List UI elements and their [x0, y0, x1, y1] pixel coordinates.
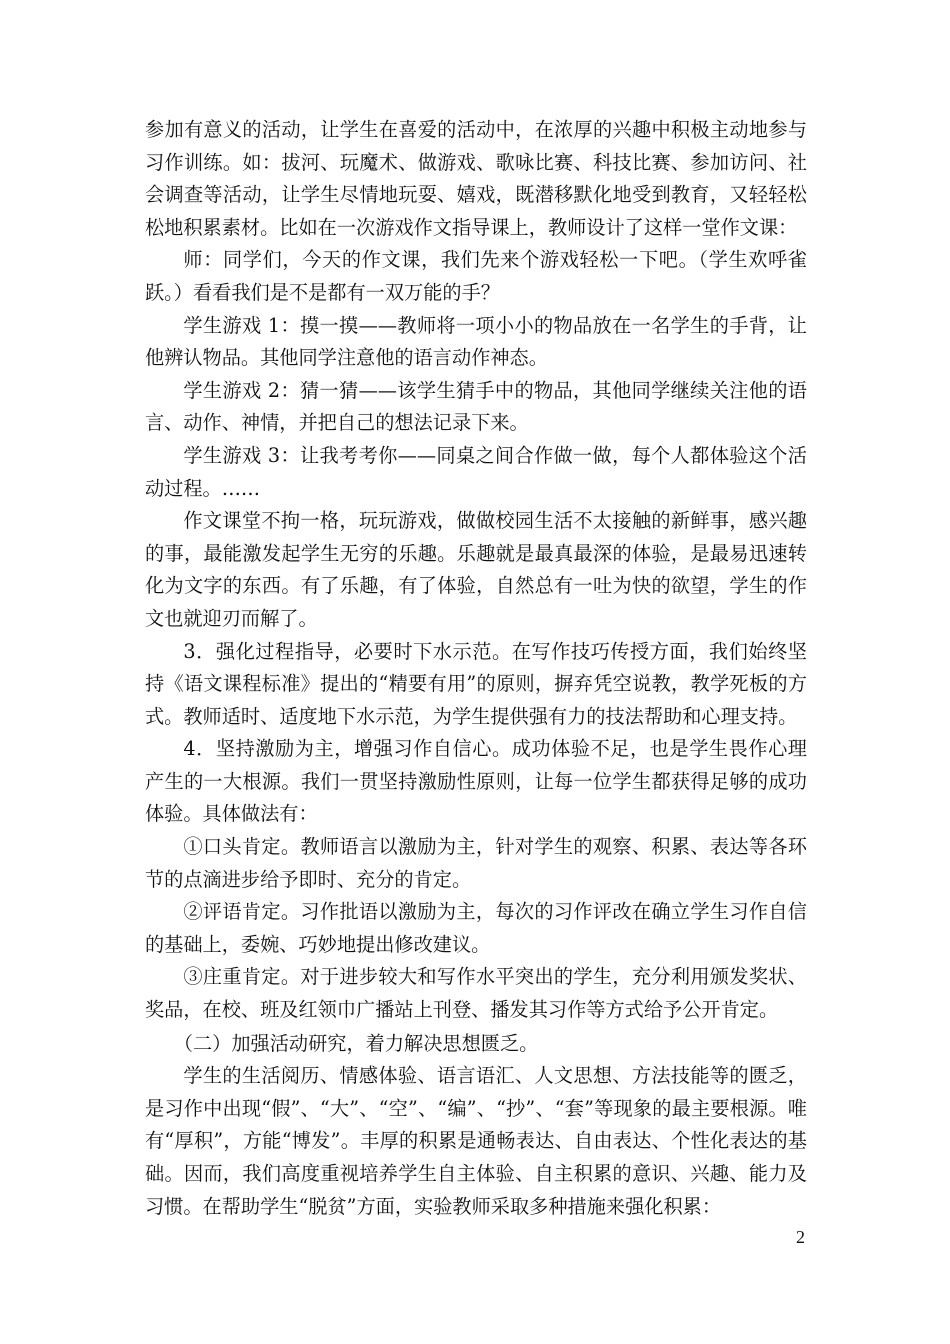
paragraph-continuation: 参加有意义的活动，让学生在喜爱的活动中，在浓厚的兴趣中积极主动地参与习作训练。如：拔河、玩魔术、做游戏、歌咏比赛、科技比赛、参加访问、社会调查等活动，让学生尽情地玩耍、嬉戏，既潜移默化地受到教育，又轻轻松松地积累素材。比如在一次游戏作文指导课上，教师设计了这样一堂作文课： [145, 118, 807, 239]
paragraph-item-4: 4．坚持激励为主，增强习作自信心。成功体验不足，也是学生畏作心理产生的一大根源。我们一贯坚持激励性原则，让每一位学生都获得足够的成功体验。具体做法有： [145, 737, 807, 826]
paragraph-composition-class: 作文课堂不拘一格，玩玩游戏，做做校园生活不太接触的新鲜事，感兴趣的事，最能激发起学生无穷的乐趣。乐趣就是最真最深的体验，是最易迅速转化为文字的东西。有了乐趣，有了体验，自然总有一吐为快的欲望，学生的作文也就迎刃而解了。 [145, 509, 807, 630]
paragraph-game-2: 学生游戏 2：猜一猜——该学生猜手中的物品，其他同学继续关注他的语言、动作、神情，并把自己的想法记录下来。 [145, 378, 807, 435]
paragraph-teacher-dialogue: 师：同学们，今天的作文课，我们先来个游戏轻松一下吧。（学生欢呼雀跃。）看看我们是不是都有一双万能的手？ [145, 248, 807, 304]
paragraph-game-3: 学生游戏 3：让我考考你——同桌之间合作做一做，每个人都体验这个活动过程。…… [145, 443, 807, 500]
page-number: 2 [796, 1227, 805, 1247]
document-body [145, 114, 807, 1223]
paragraph-game-1: 学生游戏 1：摸一摸——教师将一项小小的物品放在一名学生的手背，让他辨认物品。其他同学注意他的语言动作神态。 [145, 313, 807, 370]
paragraph-comment-praise: ②评语肯定。习作批语以激励为主，每次的习作评改在确立学生习作自信的基础上，委婉、巧妙地提出修改建议。 [145, 900, 807, 956]
paragraph-accumulation: 学生的生活阅历、情感体验、语言语汇、人文思想、方法技能等的匮乏，是习作中出现“假”、“大”、“空”、“编”、“抄”、“套”等现象的最主要根源。唯有“厚积”，方能“博发”。丰厚的积累是通畅表达、自由表达、个性化表达的基础。因而，我们高度重视培养学生自主体验、自主积累的意识、兴趣、能力及习惯。在帮助学生“脱贫”方面，实验教师采取多种措施来强化积累： [145, 1064, 807, 1218]
paragraph-oral-praise: ①口头肯定。教师语言以激励为主，针对学生的观察、积累、表达等各环节的点滴进步给予即时、充分的肯定。 [145, 835, 807, 891]
paragraph-item-3: 3．强化过程指导，必要时下水示范。在写作技巧传授方面，我们始终坚持《语文课程标准》提出的“精要有用”的原则，摒弃凭空说教，教学死板的方式。教师适时、适度地下水示范，为学生提供强有力的技法帮助和心理支持。 [145, 639, 807, 728]
paragraph-formal-praise: ③庄重肯定。对于进步较大和写作水平突出的学生，充分利用颁发奖状、奖品，在校、班及红领巾广播站上刊登、播发其习作等方式给予公开肯定。 [145, 965, 807, 1022]
section-heading-2: （二）加强活动研究，着力解决思想匮乏。 [173, 1031, 539, 1055]
